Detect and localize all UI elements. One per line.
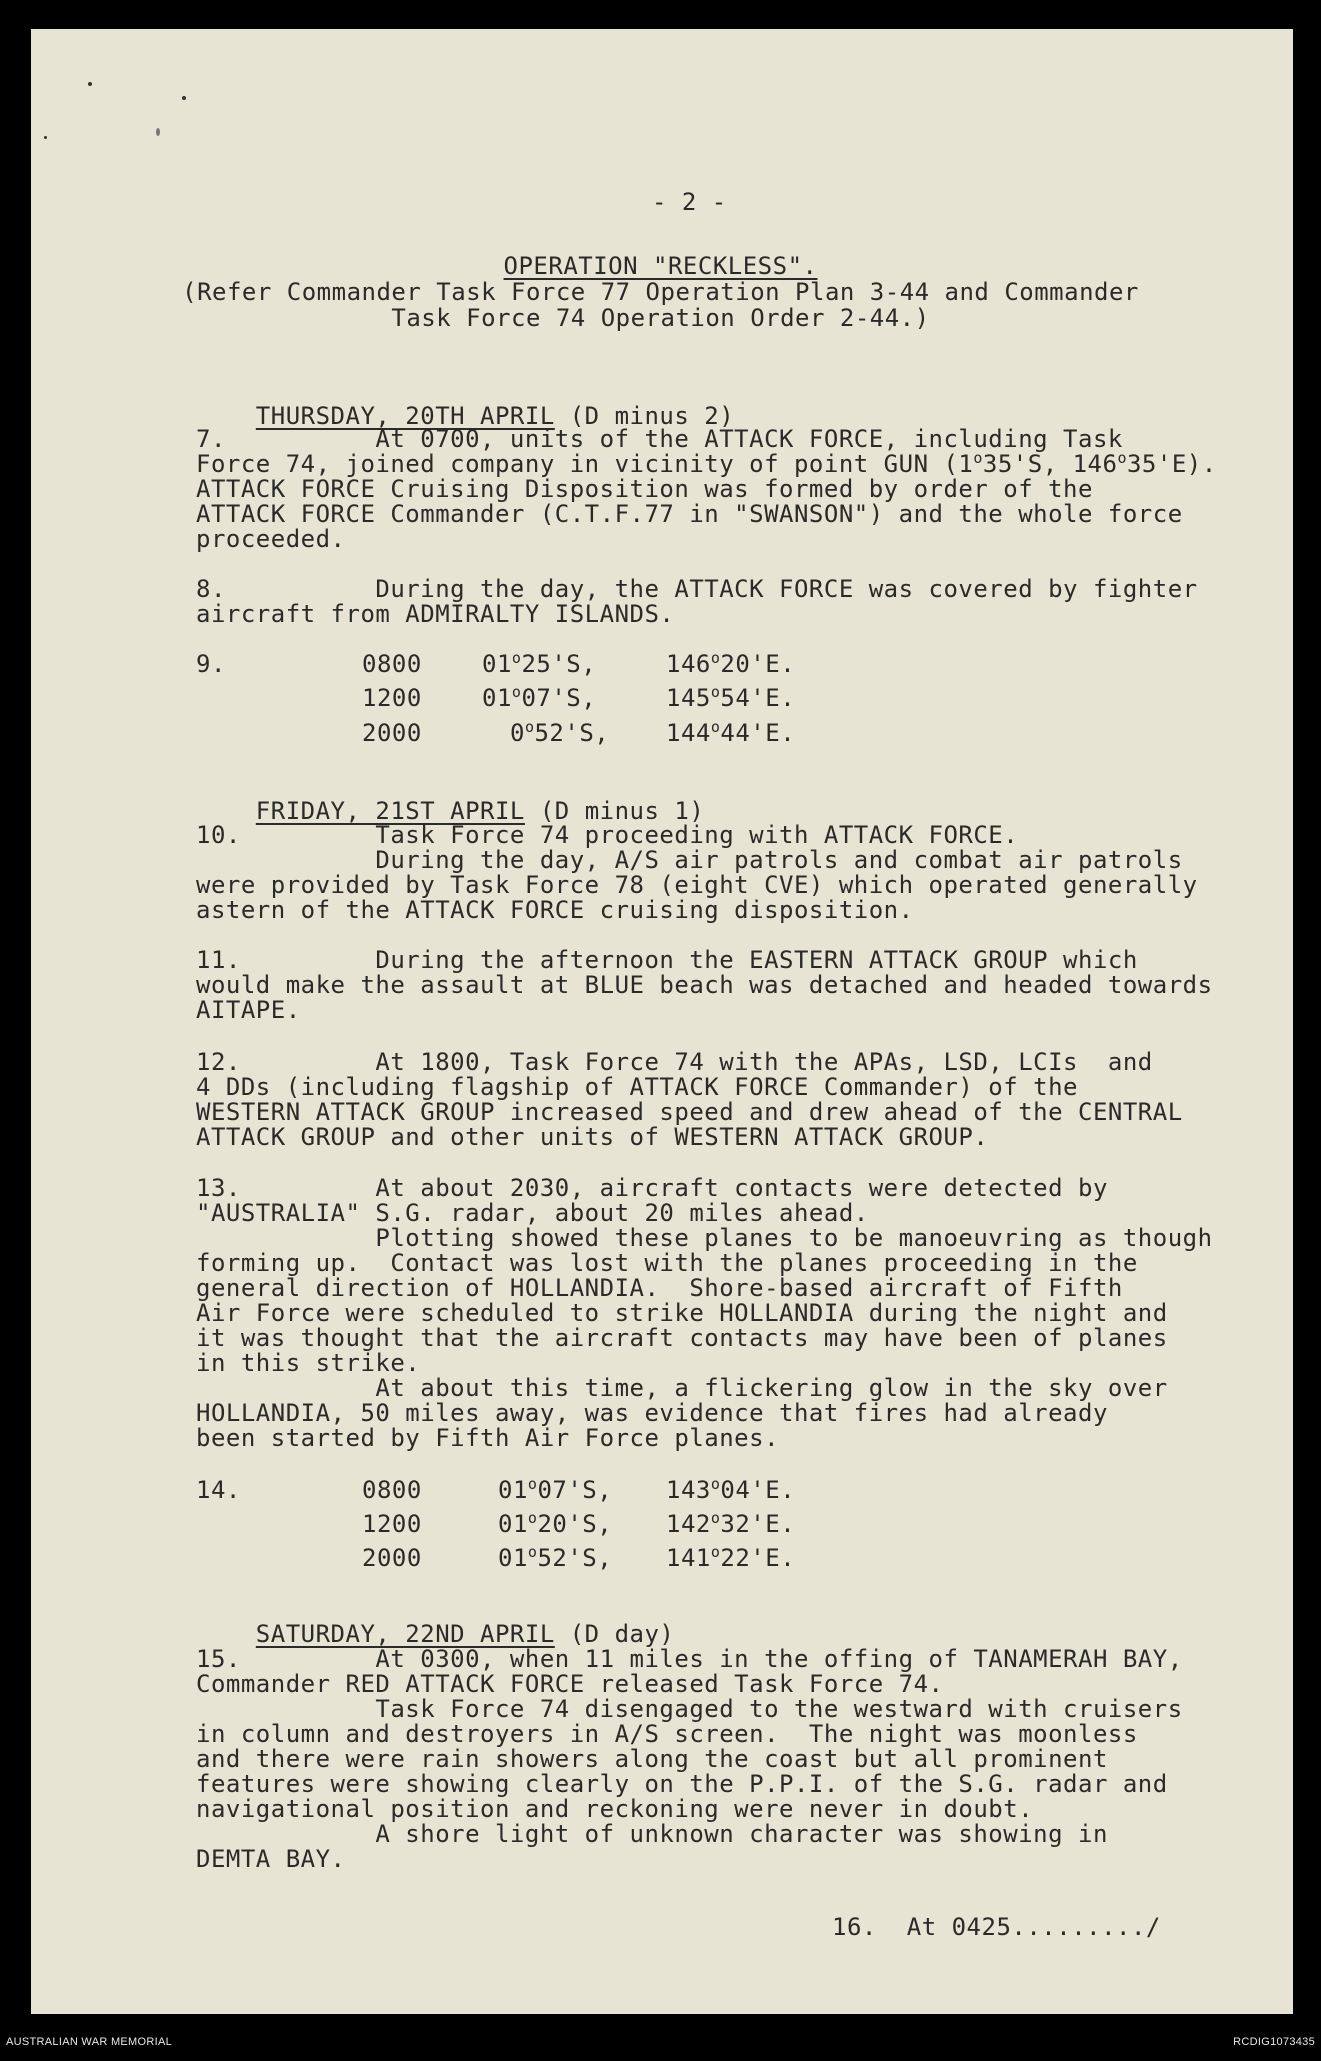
position-longitude: 145$^o$54'E. [666, 683, 796, 712]
text-line: Task Force 74 disengaged to the westward with cruisers [196, 1695, 1183, 1723]
section-date: FRIDAY, 21ST APRIL [255, 797, 525, 825]
continuation-catchword: 16. At 0425........./ [832, 1913, 1161, 1941]
operation-reference-1: (Refer Commander Task Force 77 Operation Plan 3-44 and Commander [182, 278, 1139, 306]
text-line: A shore light of unknown character was showing in [196, 1820, 1108, 1848]
position-latitude: 01$^o$07'S, [498, 1475, 613, 1504]
degree-mark: o [710, 649, 721, 667]
position-latitude: 01$^o$07'S, [482, 683, 597, 712]
text-line: ATTACK FORCE Commander (C.T.F.77 in "SWANSON") and the whole force [196, 500, 1183, 528]
section-date: THURSDAY, 20TH APRIL [255, 402, 555, 430]
position-latitude: 01$^o$52'S, [498, 1543, 613, 1572]
text-line: ATTACK GROUP and other units of WESTERN ATTACK GROUP. [196, 1123, 989, 1151]
text-line: were provided by Task Force 78 (eight CVE) which operated generally [196, 871, 1198, 899]
operation-reference-2: Task Force 74 Operation Order 2-44.) [391, 304, 930, 332]
text-line: WESTERN ATTACK GROUP increased speed and drew ahead of the CENTRAL [196, 1098, 1183, 1126]
degree-mark: o [710, 1543, 721, 1561]
position-time: 2000 [362, 719, 422, 747]
text-line: astern of the ATTACK FORCE cruising disposition. [196, 896, 914, 924]
page-number: - 2 - [652, 188, 727, 216]
text-line: Force 74, joined company in vicinity of point GUN (1$^o$35'S, 146$^o$35'E). [196, 449, 1217, 478]
archive-reference: RCDIG1073435 [1233, 2036, 1315, 2048]
text-line: HOLLANDIA, 50 miles away, was evidence that fires had already [196, 1399, 1108, 1427]
position-latitude: 01$^o$20'S, [498, 1509, 613, 1538]
degree-mark: o [710, 718, 721, 736]
section-date: SATURDAY, 22ND APRIL [255, 1620, 555, 1648]
position-longitude: 143$^o$04'E. [666, 1475, 796, 1504]
degree-mark: o [524, 718, 535, 736]
degree-mark: o [973, 449, 983, 467]
paragraph-number: 9. [196, 650, 226, 678]
degree-mark: o [710, 683, 721, 701]
operation-title: OPERATION "RECKLESS". [503, 252, 818, 280]
degree-mark: o [710, 1509, 721, 1527]
text-line: it was thought that the aircraft contacts may have been of planes [196, 1324, 1168, 1352]
section-note: (D minus 2) [569, 402, 735, 430]
text-line: Plotting showed these planes to be manoeuvring as though [196, 1224, 1213, 1252]
text-line: navigational position and reckoning were never in doubt. [196, 1795, 1034, 1823]
position-time: 1200 [362, 1510, 422, 1538]
text-line: "AUSTRALIA" S.G. radar, about 20 miles ahead. [196, 1199, 869, 1227]
position-time: 0800 [362, 650, 422, 678]
text-line: At about this time, a flickering glow in the sky over [196, 1374, 1168, 1402]
position-time: 0800 [362, 1476, 422, 1504]
text-line: general direction of HOLLANDIA. Shore-based aircraft of Fifth [196, 1274, 1123, 1302]
degree-mark: o [1117, 449, 1127, 467]
degree-mark: o [527, 1543, 538, 1561]
section-note: (D day) [569, 1620, 675, 1648]
text-line: forming up. Contact was lost with the planes proceeding in the [196, 1249, 1138, 1277]
text-line: proceeded. [196, 525, 346, 553]
text-line: in column and destroyers in A/S screen. The night was moonless [196, 1720, 1138, 1748]
position-time: 2000 [362, 1544, 422, 1572]
position-latitude: 0$^o$52'S, [510, 718, 610, 747]
text-line: During the day, A/S air patrols and combat air patrols [196, 846, 1183, 874]
text-line: 4 DDs (including flagship of ATTACK FORCE Commander) of the [196, 1073, 1079, 1101]
position-latitude: 01$^o$25'S, [482, 649, 597, 678]
text-line: 15. At 0300, when 11 miles in the offing of TANAMERAH BAY, [196, 1645, 1183, 1673]
position-time: 1200 [362, 684, 422, 712]
text-line: aircraft from ADMIRALTY ISLANDS. [196, 600, 675, 628]
text-line: 13. At about 2030, aircraft contacts were detected by [196, 1174, 1108, 1202]
position-longitude: 144$^o$44'E. [666, 718, 796, 747]
position-longitude: 146$^o$20'E. [666, 649, 796, 678]
text-line: in this strike. [196, 1349, 421, 1377]
text-line: ATTACK FORCE Cruising Disposition was formed by order of the [196, 475, 1093, 503]
text-line: been started by Fifth Air Force planes. [196, 1424, 780, 1452]
degree-mark: o [527, 1475, 538, 1493]
text-line: 7. At 0700, units of the ATTACK FORCE, including Task [196, 425, 1123, 453]
text-line: Air Force were scheduled to strike HOLLANDIA during the night and [196, 1299, 1168, 1327]
text-line: 8. During the day, the ATTACK FORCE was covered by fighter [196, 575, 1198, 603]
archive-credit: AUSTRALIAN WAR MEMORIAL [6, 2036, 173, 2048]
section-note: (D minus 1) [539, 797, 705, 825]
text-line: 10. Task Force 74 proceeding with ATTACK FORCE. [196, 821, 1019, 849]
degree-mark: o [527, 1509, 538, 1527]
text-line: and there were rain showers along the coast but all prominent [196, 1745, 1108, 1773]
degree-mark: o [511, 683, 522, 701]
text-line: 11. During the afternoon the EASTERN ATTACK GROUP which [196, 946, 1138, 974]
position-longitude: 141$^o$22'E. [666, 1543, 796, 1572]
degree-mark: o [511, 649, 522, 667]
text-line: Commander RED ATTACK FORCE released Task Force 74. [196, 1670, 944, 1698]
text-line: features were showing clearly on the P.P.I. of the S.G. radar and [196, 1770, 1168, 1798]
text-line: would make the assault at BLUE beach was detached and headed towards [196, 971, 1213, 999]
text-line: AITAPE. [196, 996, 301, 1024]
degree-mark: o [710, 1475, 721, 1493]
text-line: 12. At 1800, Task Force 74 with the APAs, LSD, LCIs and [196, 1048, 1153, 1076]
text-line: DEMTA BAY. [196, 1845, 346, 1873]
position-longitude: 142$^o$32'E. [666, 1509, 796, 1538]
paragraph-number: 14. [196, 1476, 241, 1504]
